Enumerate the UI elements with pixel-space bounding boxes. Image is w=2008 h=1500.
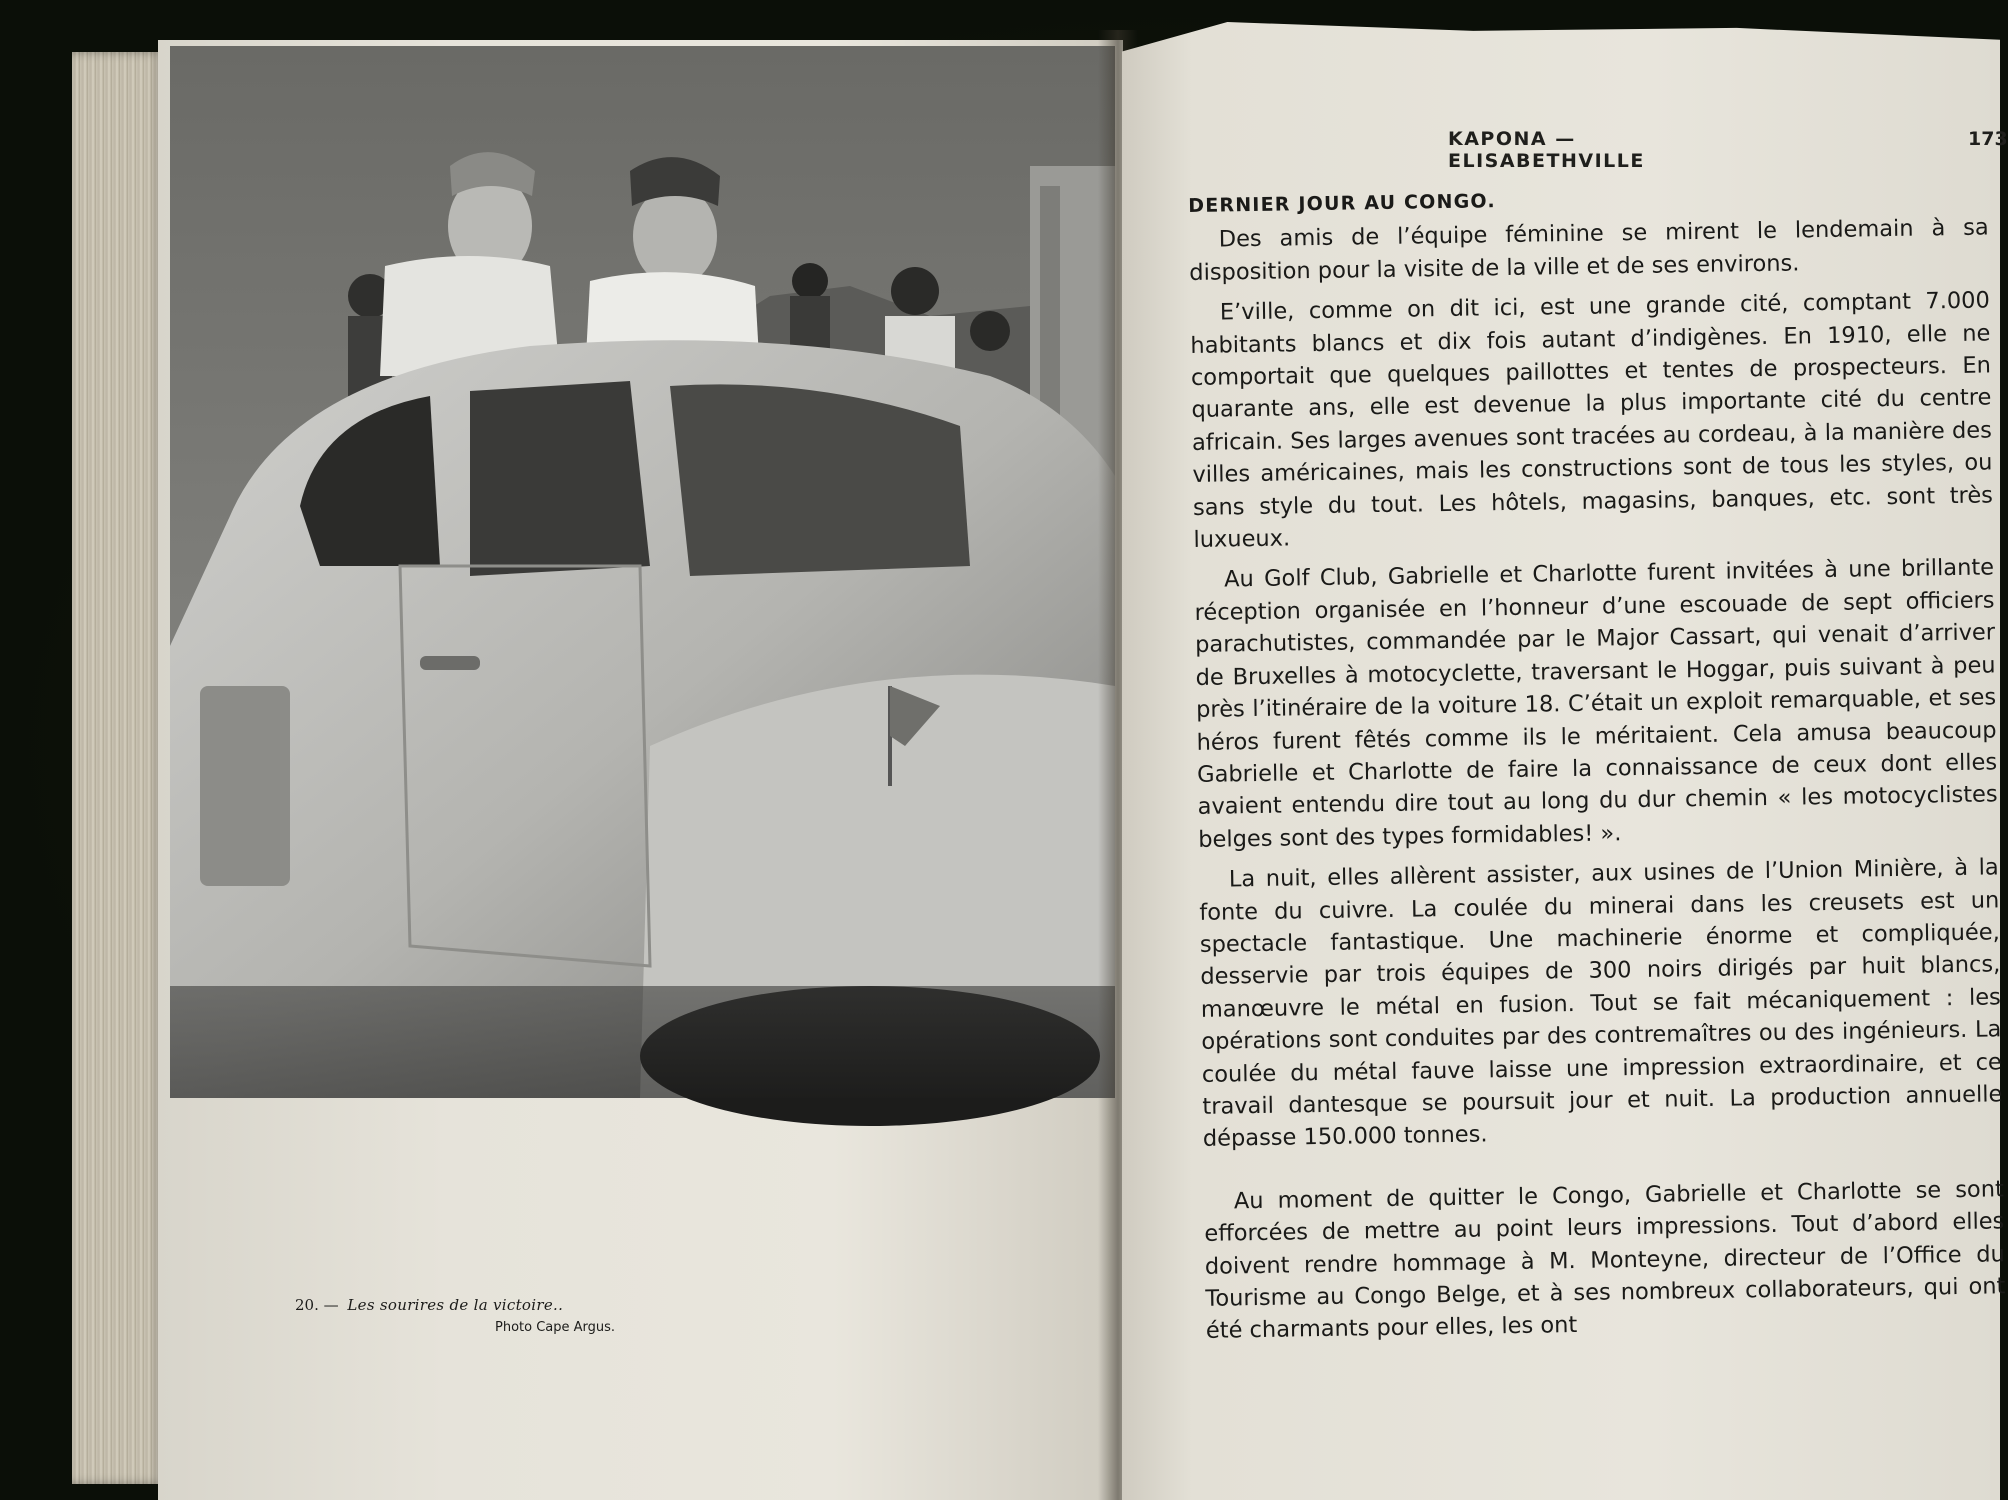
- photo-illustration: [170, 46, 1115, 1098]
- photo-credit: Photo Cape Argus.: [495, 1320, 616, 1335]
- caption-text: Les sourires de la victoire..: [347, 1296, 564, 1314]
- book-page-edges: [72, 52, 164, 1484]
- body-text: [1188, 177, 2008, 1479]
- caption-number: 20. —: [295, 1296, 339, 1314]
- paragraph: Au moment de quitter le Congo, Gabrielle et Charlotte se sont efforcées de mettre au point leurs impressions. Tout d’abord elles doivent rendre hommage à M. Monteyne, directeur de l’Office du Tourisme au Congo Belge, et à ses nombreux collaborateurs, qui ont été charmants pour elles, les ont: [1204, 1176, 2006, 1345]
- paragraph: La nuit, elles allèrent assister, aux usines de l’Union Minière, à la fonte du cuivre. La coulée du minerai dans les creusets est un spectacle fantastique. Une machinerie énorme et compliquée, desservie par trois équipes de 300 noirs dirigés par huit blancs, manœuvre le métal en fusion. Tout se fait mécaniquement : les opérations sont conduites par des contremaîtres ou des ingénieurs. La coulée du métal fauve laisse une impression extraordinaire, et ce travail dantesque se poursuit jour et nuit. La production annuelle dépasse 150.000 tonnes.: [1199, 854, 2003, 1153]
- photo-caption: [295, 1296, 795, 1356]
- paragraph: E’ville, comme on dit ici, est une grande cité, comptant 7.000 habitants blancs et dix fois autant d’indigènes. En 1910, elle ne comportait que quelques paillottes et tentes de prospecteurs. En quarante ans, elle est devenue la plus importante cité du centre africain. Ses larges avenues sont tracées au cordeau, à la manière des villes américaines, mais les constructions sont de tous les styles, ou sans style du tout. Les hôtels, magasins, banques, etc. sont très luxueux.: [1190, 287, 1994, 554]
- page-number: 173: [1968, 128, 2008, 150]
- paragraph: Des amis de l’équipe féminine se mirent le lendemain à sa disposition pour la visite de la ville et de ses environs.: [1189, 214, 1989, 286]
- running-head: KAPONA — ELISABETHVILLE: [1448, 128, 1645, 172]
- section-title: DERNIER JOUR AU CONGO.: [1188, 190, 1496, 217]
- car-photo: [170, 46, 1115, 1098]
- paragraph: Au Golf Club, Gabrielle et Charlotte furent invitées à une brillante réception organisée en l’honneur d’une escouade de sept officiers parachutistes, commandée par le Major Cassart, qui venait d’arriver de Bruxelles à motocyclette, traversant le Hoggar, puis suivant à peu près l’itinéraire de la voiture 18. C’était un exploit remarquable, et ses héros furent fêtés comme ils le méritaient. Cela amusa beaucoup Gabrielle et Charlotte de faire la connaissance de ceux dont elles avaient entendu dire tout au long du dur chemin « les motocyclistes belges sont des types formidables! ».: [1194, 554, 1998, 853]
